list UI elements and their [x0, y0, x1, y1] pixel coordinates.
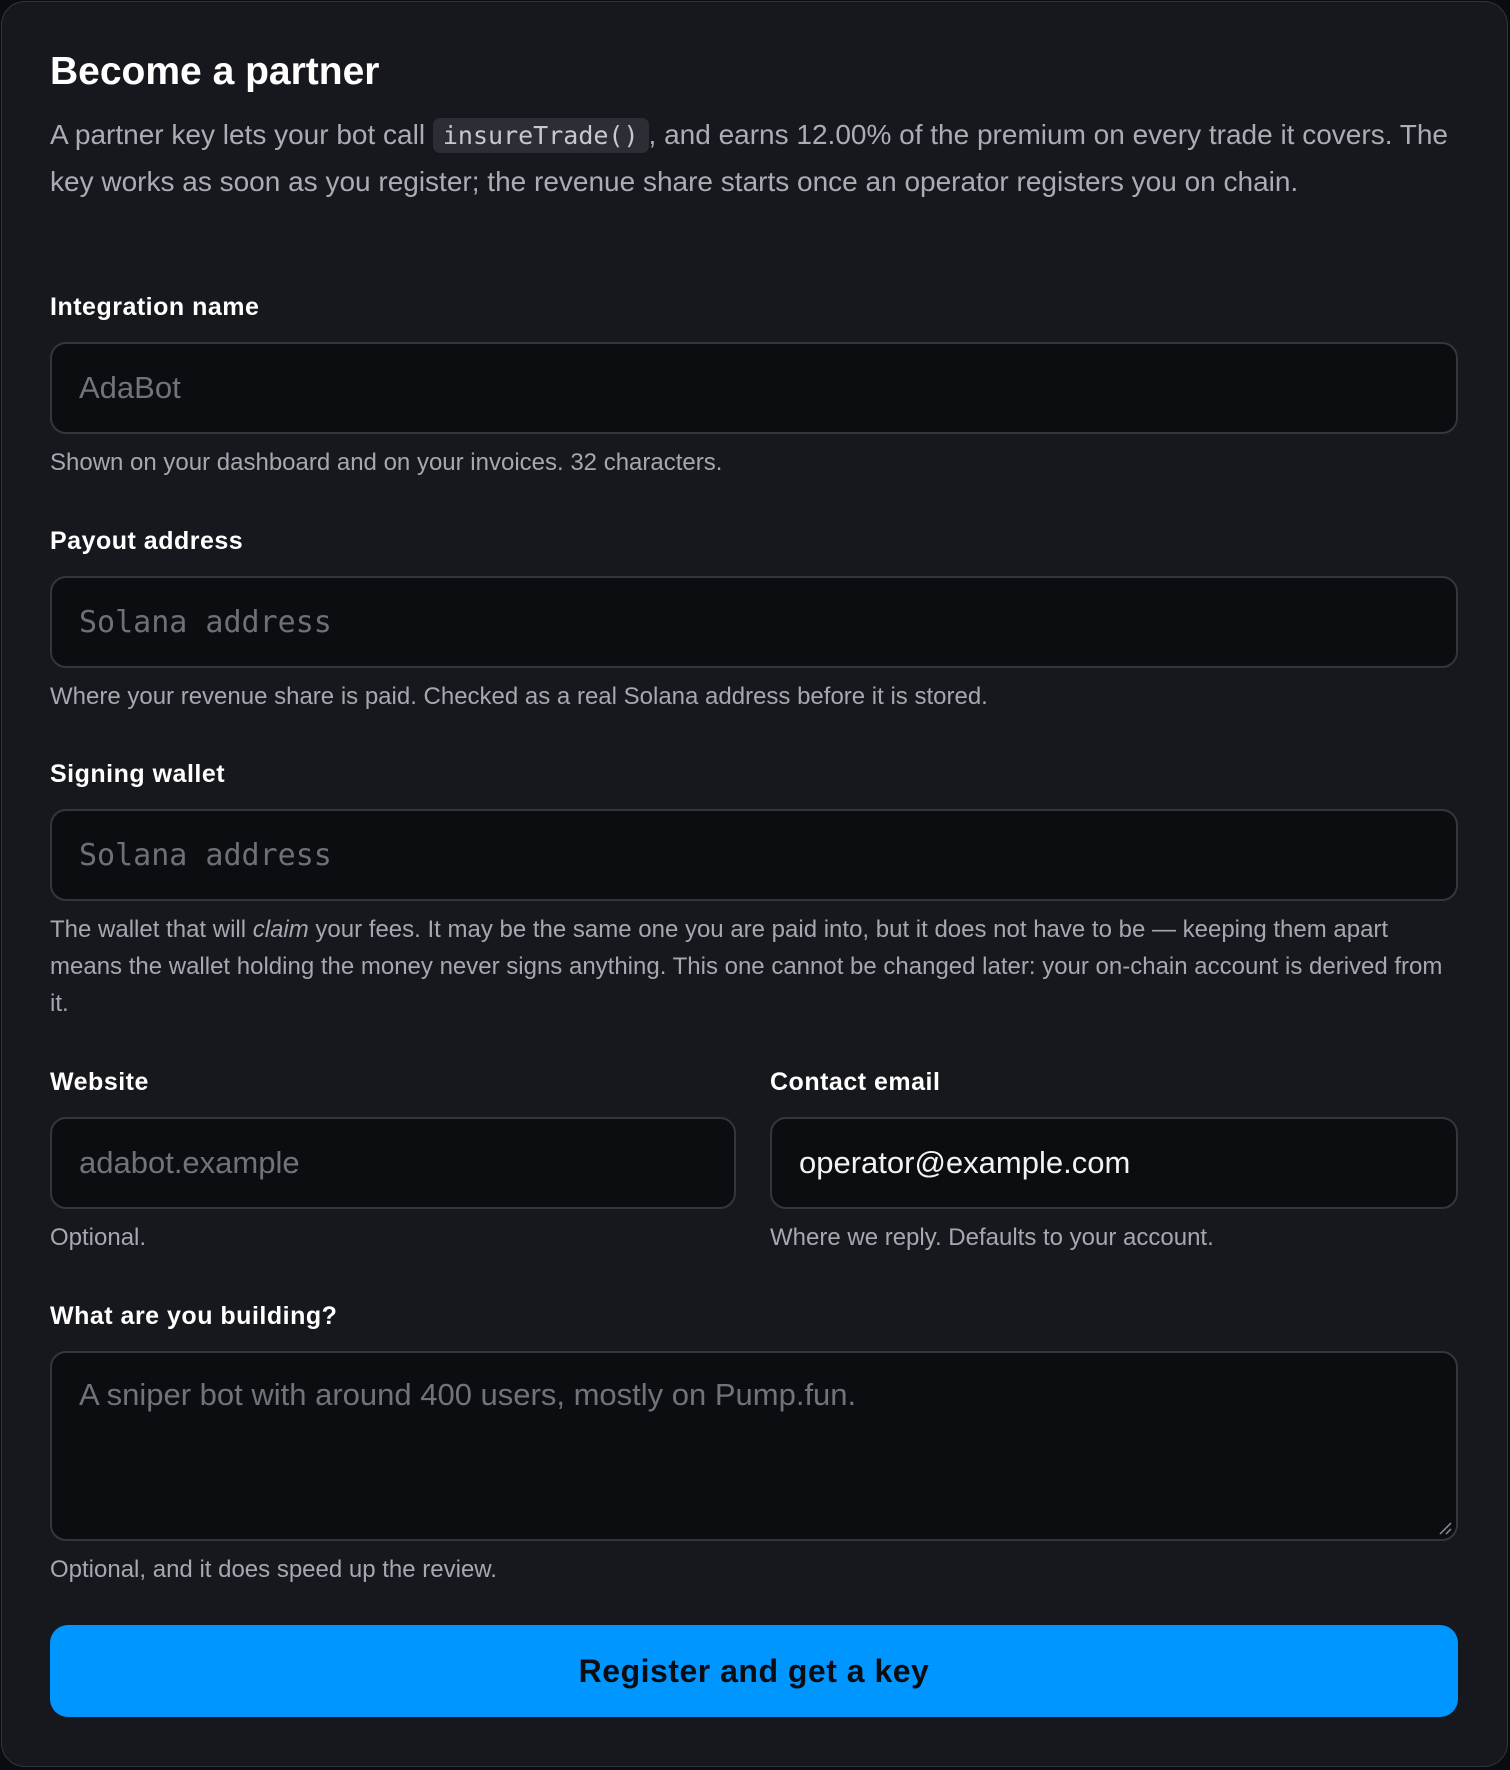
- page-title: Become a partner: [50, 50, 380, 93]
- contact-email-label: Contact email: [770, 1068, 941, 1096]
- website-group: [50, 1067, 736, 1256]
- integration-name-hint: Shown on your dashboard and on your invoices. 32 characters.: [50, 449, 723, 476]
- signing-wallet-group: [50, 759, 1458, 1022]
- signing-wallet-hint-emphasis: claim: [252, 916, 309, 943]
- intro-code: insureTrade(): [433, 118, 649, 153]
- building-label: What are you building?: [50, 1302, 338, 1330]
- building-hint: Optional, and it does speed up the review.: [50, 1556, 497, 1583]
- payout-address-group: [50, 526, 1458, 715]
- website-input[interactable]: [50, 1117, 736, 1209]
- intro-text-start: A partner key lets your bot call: [50, 119, 433, 150]
- integration-name-input[interactable]: [50, 342, 1458, 434]
- signing-wallet-hint-end: your fees. It may be the same one you are paid into, but it does not have to be — keeping them apart means the wallet holding the money never signs anything. This one cannot be changed later: your on-chain account is derived from it.: [50, 916, 1443, 1017]
- register-button[interactable]: [50, 1625, 1458, 1717]
- signing-wallet-label: Signing wallet: [50, 760, 226, 788]
- payout-address-placeholder: Solana address: [79, 604, 332, 640]
- contact-email-input[interactable]: [770, 1117, 1458, 1209]
- integration-name-placeholder: AdaBot: [79, 370, 181, 405]
- integration-name-group: [50, 292, 1458, 481]
- contact-email-value: operator@example.com: [799, 1145, 1131, 1180]
- contact-email-hint: Where we reply. Defaults to your account.: [770, 1224, 1214, 1251]
- intro-text: [50, 112, 1460, 205]
- integration-name-label: Integration name: [50, 293, 260, 321]
- payout-address-hint: Where your revenue share is paid. Checked as a real Solana address before it is stored.: [50, 683, 988, 710]
- register-button-label: Register and get a key: [578, 1652, 930, 1689]
- contact-email-group: [770, 1067, 1458, 1256]
- payout-address-input[interactable]: [50, 576, 1458, 668]
- building-group: [50, 1301, 1458, 1588]
- signing-wallet-placeholder: Solana address: [79, 837, 332, 873]
- signing-wallet-input[interactable]: [50, 809, 1458, 901]
- building-placeholder: A sniper bot with around 400 users, mostly on Pump.fun.: [79, 1377, 857, 1412]
- signing-wallet-hint: [50, 911, 1458, 1022]
- website-placeholder: adabot.example: [79, 1145, 300, 1180]
- building-textarea[interactable]: [50, 1351, 1458, 1541]
- intro-text-end: , and earns 12.00% of the premium on every trade it covers. The key works as soon as you register; the revenue share starts once an operator registers you on chain.: [50, 119, 1448, 197]
- website-hint: Optional.: [50, 1224, 147, 1251]
- resize-grip-icon[interactable]: [1438, 1521, 1452, 1535]
- signing-wallet-hint-start: The wallet that will: [50, 916, 253, 943]
- header: [50, 46, 1480, 205]
- payout-address-label: Payout address: [50, 527, 244, 555]
- website-label: Website: [50, 1068, 149, 1096]
